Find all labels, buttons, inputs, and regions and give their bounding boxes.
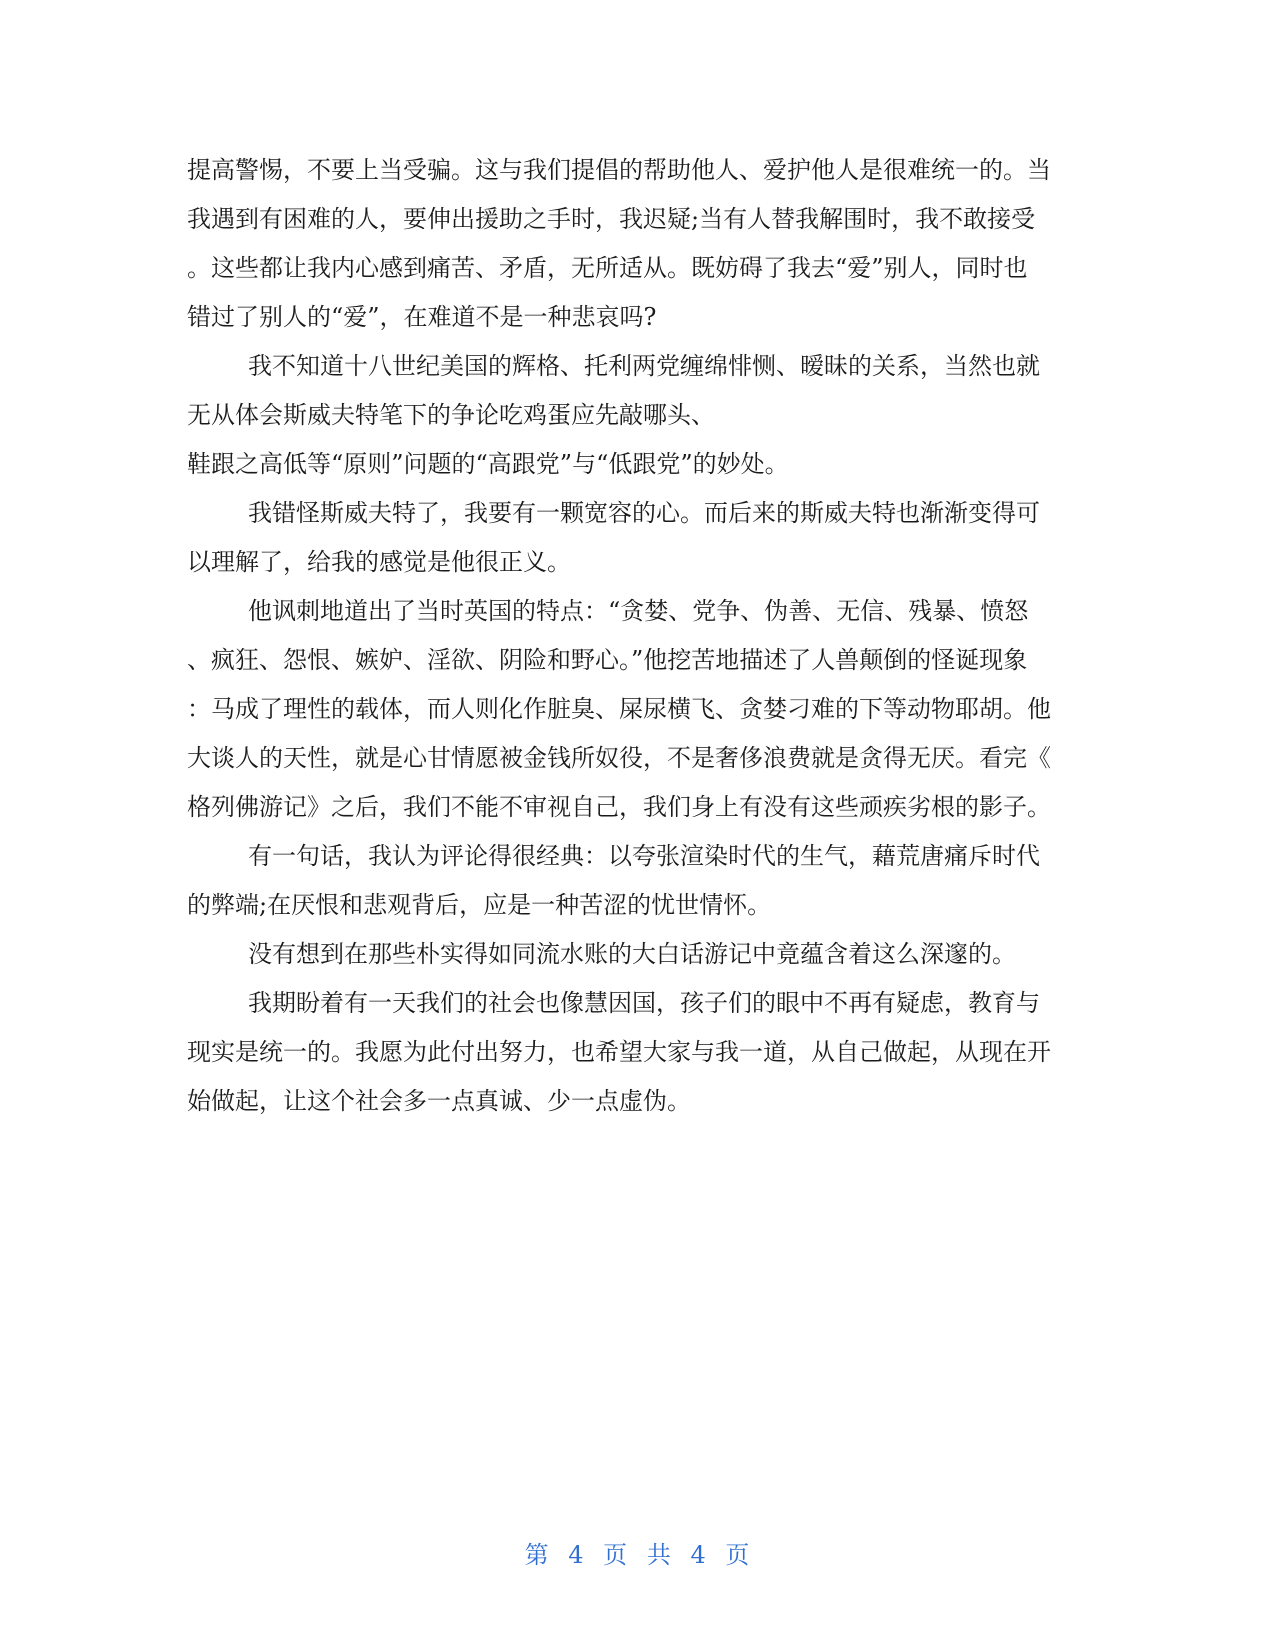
footer-label-total: 共 xyxy=(646,1541,672,1569)
text-line: 、疯狂、怨恨、嫉妒、淫欲、阴险和野心。”他挖苦地描述了人兽颠倒的怪诞现象 xyxy=(187,646,1028,674)
footer-label-ye: 页 xyxy=(603,1541,629,1569)
body-text xyxy=(187,146,1087,1126)
text-line: 他讽刺地道出了当时英国的特点：“贪婪、党争、伪善、无信、残暴、愤怒 xyxy=(248,597,1029,625)
footer-total-pages: 4 xyxy=(690,1541,707,1569)
text-line: 无从体会斯威夫特笔下的争论吃鸡蛋应先敲哪头、 xyxy=(187,401,715,429)
text-line: 有一句话，我认为评论得很经典：以夸张渲染时代的生气，藉荒唐痛斥时代 xyxy=(248,842,1040,870)
text-line: 格列佛游记》之后，我们不能不审视自己，我们身上有没有这些顽疾劣根的影子。 xyxy=(187,793,1051,821)
footer-current-page: 4 xyxy=(568,1541,585,1569)
text-line: ：马成了理性的载体，而人则化作脏臭、屎尿横飞、贪婪刁难的下等动物耶胡。他 xyxy=(187,695,1051,723)
text-line: 。这些都让我内心感到痛苦、矛盾，无所适从。既妨碍了我去“爱”别人，同时也 xyxy=(187,254,1028,282)
text-line: 我期盼着有一天我们的社会也像慧因国，孩子们的眼中不再有疑虑，教育与 xyxy=(248,989,1040,1017)
text-line: 我遇到有困难的人，要伸出援助之手时，我迟疑;当有人替我解围时，我不敢接受 xyxy=(187,205,1036,233)
text-line: 以理解了，给我的感觉是他很正义。 xyxy=(187,548,571,576)
text-line: 始做起，让这个社会多一点真诚、少一点虚伪。 xyxy=(187,1087,691,1115)
text-line: 鞋跟之高低等“原则”问题的“高跟党”与“低跟党”的妙处。 xyxy=(187,450,789,478)
text-line: 现实是统一的。我愿为此付出努力，也希望大家与我一道，从自己做起，从现在开 xyxy=(187,1038,1051,1066)
page-footer xyxy=(0,1535,1275,1570)
text-line: 错过了别人的“爱”，在难道不是一种悲哀吗? xyxy=(187,303,657,331)
footer-label-page: 第 xyxy=(524,1541,550,1569)
text-line: 我错怪斯威夫特了，我要有一颗宽容的心。而后来的斯威夫特也渐渐变得可 xyxy=(248,499,1040,527)
text-line: 没有想到在那些朴实得如同流水账的大白话游记中竟蕴含着这么深邃的。 xyxy=(248,940,1016,968)
text-line: 我不知道十八世纪美国的辉格、托利两党缠绵悱恻、暧昧的关系，当然也就 xyxy=(248,352,1040,380)
text-line: 提高警惕，不要上当受骗。这与我们提倡的帮助他人、爱护他人是很难统一的。当 xyxy=(187,156,1051,184)
text-line: 的弊端;在厌恨和悲观背后，应是一种苦涩的忧世情怀。 xyxy=(187,891,772,919)
footer-label-ye: 页 xyxy=(725,1541,751,1569)
text-line: 大谈人的天性，就是心甘情愿被金钱所奴役，不是奢侈浪费就是贪得无厌。看完《 xyxy=(187,744,1051,772)
